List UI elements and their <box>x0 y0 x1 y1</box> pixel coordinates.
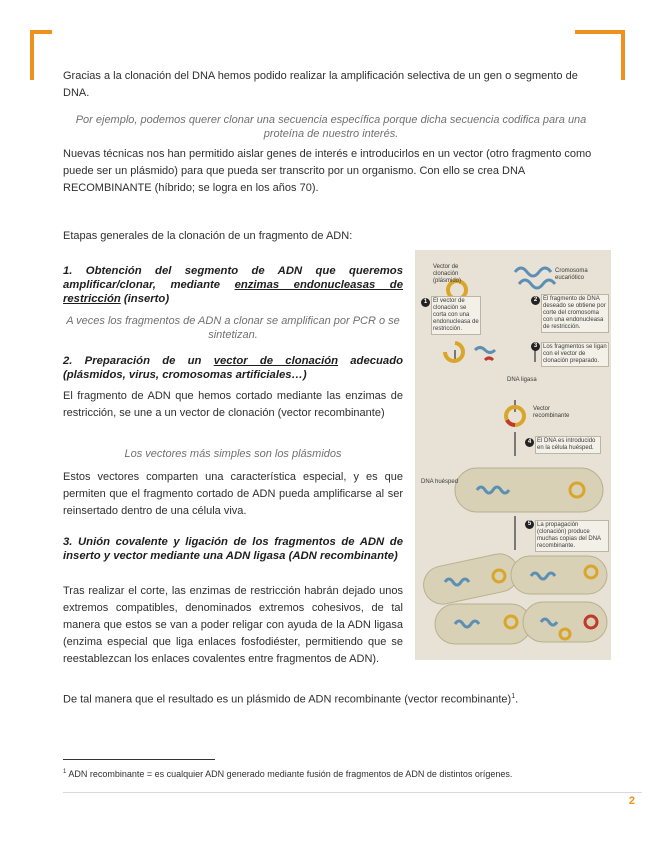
host-dna-label: DNA huésped <box>421 479 459 485</box>
footnote-mark: 1 <box>63 769 67 775</box>
corner-accent-top-left <box>30 30 34 80</box>
step2-text-2: Estos vectores comparten una característica especial, y es que permiten que el fragmento cortado de ADN pueda amplificarse al ser reinsertado dentro de una célula viva. <box>63 471 403 517</box>
figure-step3-note: Los fragmentos se ligan con el vector de clonación preparado. <box>541 342 609 367</box>
intro-paragraph: Gracias a la clonación del DNA hemos podido realizar la amplificación selectiva de un gen o segmento de DNA. <box>63 70 578 99</box>
corner-accent-top-right <box>575 30 625 34</box>
intro-example: Por ejemplo, podemos querer clonar una secuencia específica porque dicha secuencia codifica para una proteína de nuestro interés. <box>75 114 587 140</box>
step2-heading-term: vector de clonación <box>213 355 339 367</box>
figure-step4-note: El DNA es introducido en la célula huésped. <box>535 436 601 454</box>
footnote-divider <box>63 759 215 760</box>
step2-note: Los vectores más simples son los plásmidos <box>124 448 342 460</box>
ligase-label: DNA ligasa <box>507 377 537 383</box>
figure-step5-note: La propagación (clonación) produce muchas copias del DNA recombinante. <box>535 520 609 552</box>
step2-heading-suffix: adecuado (plásmidos, virus, cromosomas artificiales…) <box>63 355 403 381</box>
step-number-1: 1 <box>421 298 430 307</box>
stages-title: Etapas generales de la clonación de un fragmento de ADN: <box>63 230 353 242</box>
intro-paragraph-2: Nuevas técnicas nos han permitido aislar genes de interés e introducirlos en un vector (otro fragmento como puede ser un plásmido) para que pueda ser transcrito por un organismo. Con ello se crea DNA RECOMBINANTE (híbrido; se logra en los años 70). <box>63 148 592 194</box>
step3-heading: 3. Unión covalente y ligación de los fragmentos de ADN de inserto y vector mediante una ADN ligasa (ADN recombinante) <box>63 536 403 562</box>
figure-step2-note: El fragmento de DNA deseado se obtiene por corte del cromosoma con una endonucleasa de restricción. <box>541 294 609 333</box>
page-number: 2 <box>628 795 635 807</box>
step1-heading-suffix: (inserto) <box>120 293 170 305</box>
step1-note: A veces los fragmentos de ADN a clonar se amplifican por PCR o se sintetizan. <box>66 315 400 341</box>
corner-accent-top-right <box>621 30 625 80</box>
page-footer-rule <box>63 792 642 793</box>
footnote-ref[interactable]: 1 <box>511 693 516 700</box>
step-number-2: 2 <box>531 296 540 305</box>
vector-label: Vector de clonación (plásmido) <box>433 264 462 284</box>
chromosome-label: Cromosoma eucariótico <box>555 268 588 281</box>
step-number-5: 5 <box>525 520 534 529</box>
cloning-figure <box>415 250 611 660</box>
step2-heading <box>63 354 403 382</box>
step-number-4: 4 <box>525 438 534 447</box>
recombinant-label: Vector recombinante <box>533 406 570 419</box>
step1-heading-term: enzimas endonucleasas de restricción <box>63 279 403 305</box>
step1-heading-text: 1. Obtención del segmento de ADN que queremos amplificar/clonar, mediante <box>63 265 403 291</box>
footnote <box>63 766 623 780</box>
step-number-3: 3 <box>531 342 540 351</box>
conclusion-text: De tal manera que el resultado es un plásmido de ADN recombinante (vector recombinante) <box>63 693 512 706</box>
step3-text: Tras realizar el corte, las enzimas de restricción habrán dejado unos extremos compatibles, denominados extremos cohesivos, de tal manera que estos se van a poder religar con ayuda de la ADN ligasa (enzima especial que liga enlaces fosfodiéster, permitiendo que se reestablezcan los enlaces covalentes entre fragmentos de ADN). <box>63 585 403 665</box>
step1-heading <box>63 264 403 306</box>
conclusion: De tal manera que el resultado es un plásmido de ADN recombinante (vector recombinante)$^1$. <box>63 693 519 706</box>
step2-text: El fragmento de ADN que hemos cortado mediante las enzimas de restricción, se une a un vector de clonación (vector recombinante) <box>63 390 403 419</box>
step2-heading-text: 2. Preparación de un <box>63 355 214 367</box>
footnote-text: ADN recombinante = es cualquier ADN generado mediante fusión de fragmentos de ADN de distintos orígenes. <box>68 769 513 779</box>
figure-step1-note: El vector de clonación se corta con una endonucleasa de restricción. <box>431 296 481 335</box>
